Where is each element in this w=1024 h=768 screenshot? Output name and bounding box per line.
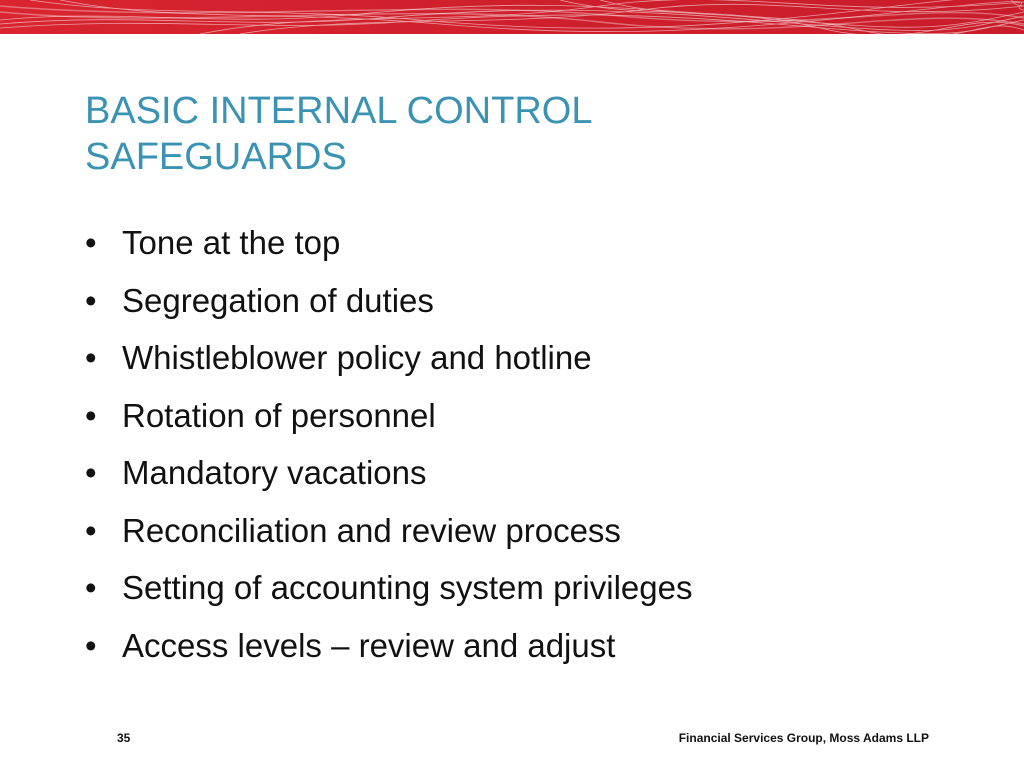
bullet-text: Reconciliation and review process <box>122 511 621 549</box>
bullet-dot-icon: • <box>85 224 97 261</box>
header-banner <box>0 0 1024 34</box>
bullet-item <box>85 622 965 680</box>
bullet-text: Segregation of duties <box>122 281 434 319</box>
bullet-dot-icon: • <box>85 339 97 376</box>
footer-text: Financial Services Group, Moss Adams LLP <box>678 731 929 745</box>
slide-title <box>85 88 945 180</box>
page-number: 35 <box>117 731 131 745</box>
bullet-text: Whistleblower policy and hotline <box>122 339 592 376</box>
bullet-text: Setting of accounting system privileges <box>122 569 693 606</box>
bullet-text: Mandatory vacations <box>122 454 427 491</box>
bullet-dot-icon: • <box>85 511 97 549</box>
bullet-item <box>85 564 965 622</box>
bullet-item <box>85 392 965 450</box>
slide-title-line-1: BASIC INTERNAL CONTROL <box>85 90 593 132</box>
bullet-text: Access levels – review and adjust <box>122 626 616 664</box>
bullet-item <box>85 277 965 335</box>
bullet-item <box>85 219 965 277</box>
bullet-dot-icon: • <box>85 281 97 319</box>
bullet-item <box>85 507 965 565</box>
slide-title-line-2: SAFEGUARDS <box>85 136 347 178</box>
bullet-text: Rotation of personnel <box>122 396 436 434</box>
bullet-item <box>85 449 965 507</box>
bullet-text: Tone at the top <box>122 224 341 261</box>
bullet-item <box>85 334 965 392</box>
bullet-dot-icon: • <box>85 626 97 664</box>
bullet-dot-icon: • <box>85 569 97 606</box>
bullet-dot-icon: • <box>85 396 97 434</box>
bullet-list <box>85 219 965 679</box>
bullet-dot-icon: • <box>85 454 97 491</box>
